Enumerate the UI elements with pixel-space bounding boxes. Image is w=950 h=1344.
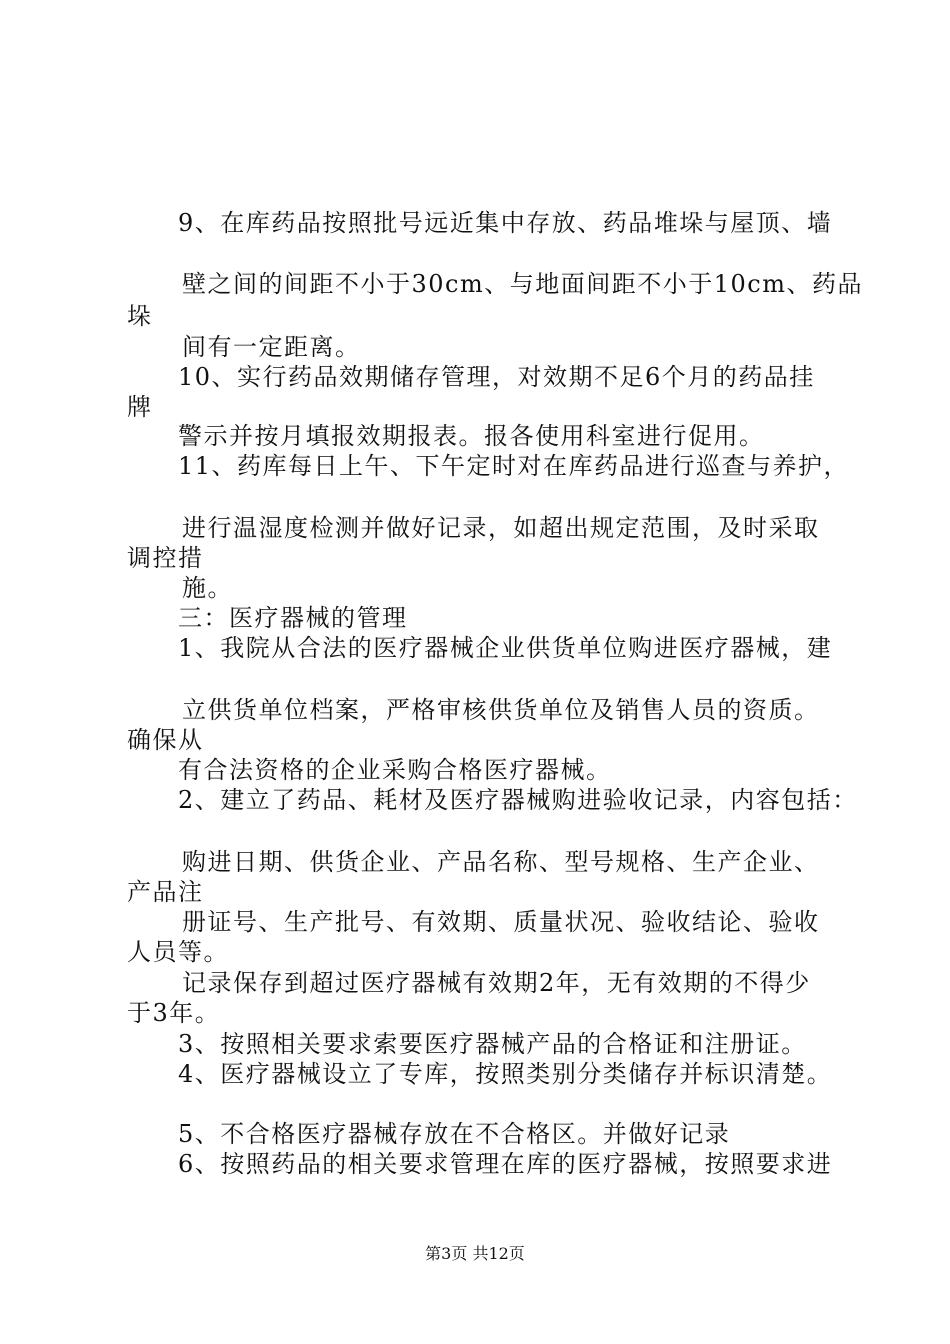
- text-line: 6、按照药品的相关要求管理在库的医疗器械，按照要求进: [178, 1150, 833, 1178]
- text-line: 10、实行药品效期储存管理，对效期不足6个月的药品挂: [178, 363, 815, 391]
- text-line: 产品注: [127, 878, 204, 906]
- text-line: 立供货单位档案，严格审核供货单位及销售人员的资质。: [182, 696, 820, 724]
- text-line: 警示并按月填报效期报表。报各使用科室进行促用。: [178, 422, 765, 450]
- text-line: 进行温湿度检测并做好记录，如超出规定范围，及时采取: [182, 514, 820, 542]
- page-number-footer: 第3页 共12页: [425, 1244, 525, 1263]
- text-line: 2、建立了药品、耗材及医疗器械购进验收记录，内容包括：: [178, 786, 858, 814]
- text-line: 调控措: [127, 544, 204, 572]
- text-line: 牌: [127, 393, 153, 421]
- text-line: 记录保存到超过医疗器械有效期2年，无有效期的不得少: [182, 969, 811, 997]
- text-line: 5、不合格医疗器械存放在不合格区。并做好记录: [178, 1120, 731, 1148]
- text-line: 1、我院从合法的医疗器械企业供货单位购进医疗器械，建: [178, 634, 833, 662]
- text-line: 人员等。: [127, 938, 229, 966]
- text-line: 间有一定距离。: [182, 333, 361, 361]
- text-line: 有合法资格的企业采购合格医疗器械。: [178, 756, 612, 784]
- section-heading: 三：医疗器械的管理: [178, 604, 408, 632]
- text-line: 11、药库每日上午、下午定时对在库药品进行巡查与养护，: [178, 452, 850, 480]
- text-line: 4、医疗器械设立了专库，按照类别分类储存并标识清楚。: [178, 1060, 833, 1088]
- text-line: 垛: [127, 302, 153, 330]
- text-line: 于3年。: [127, 999, 221, 1027]
- text-line: 9、在库药品按照批号远近集中存放、药品堆垛与屋顶、墙: [178, 209, 833, 237]
- text-line: 施。: [182, 574, 233, 602]
- text-line: 3、按照相关要求索要医疗器械产品的合格证和注册证。: [178, 1030, 807, 1058]
- text-line: 册证号、生产批号、有效期、质量状况、验收结论、验收: [182, 908, 820, 936]
- text-line: 壁之间的间距不小于30cm、与地面间距不小于10cm、药品: [182, 270, 863, 298]
- text-line: 购进日期、供货企业、产品名称、型号规格、生产企业、: [182, 848, 820, 876]
- text-line: 确保从: [127, 726, 204, 754]
